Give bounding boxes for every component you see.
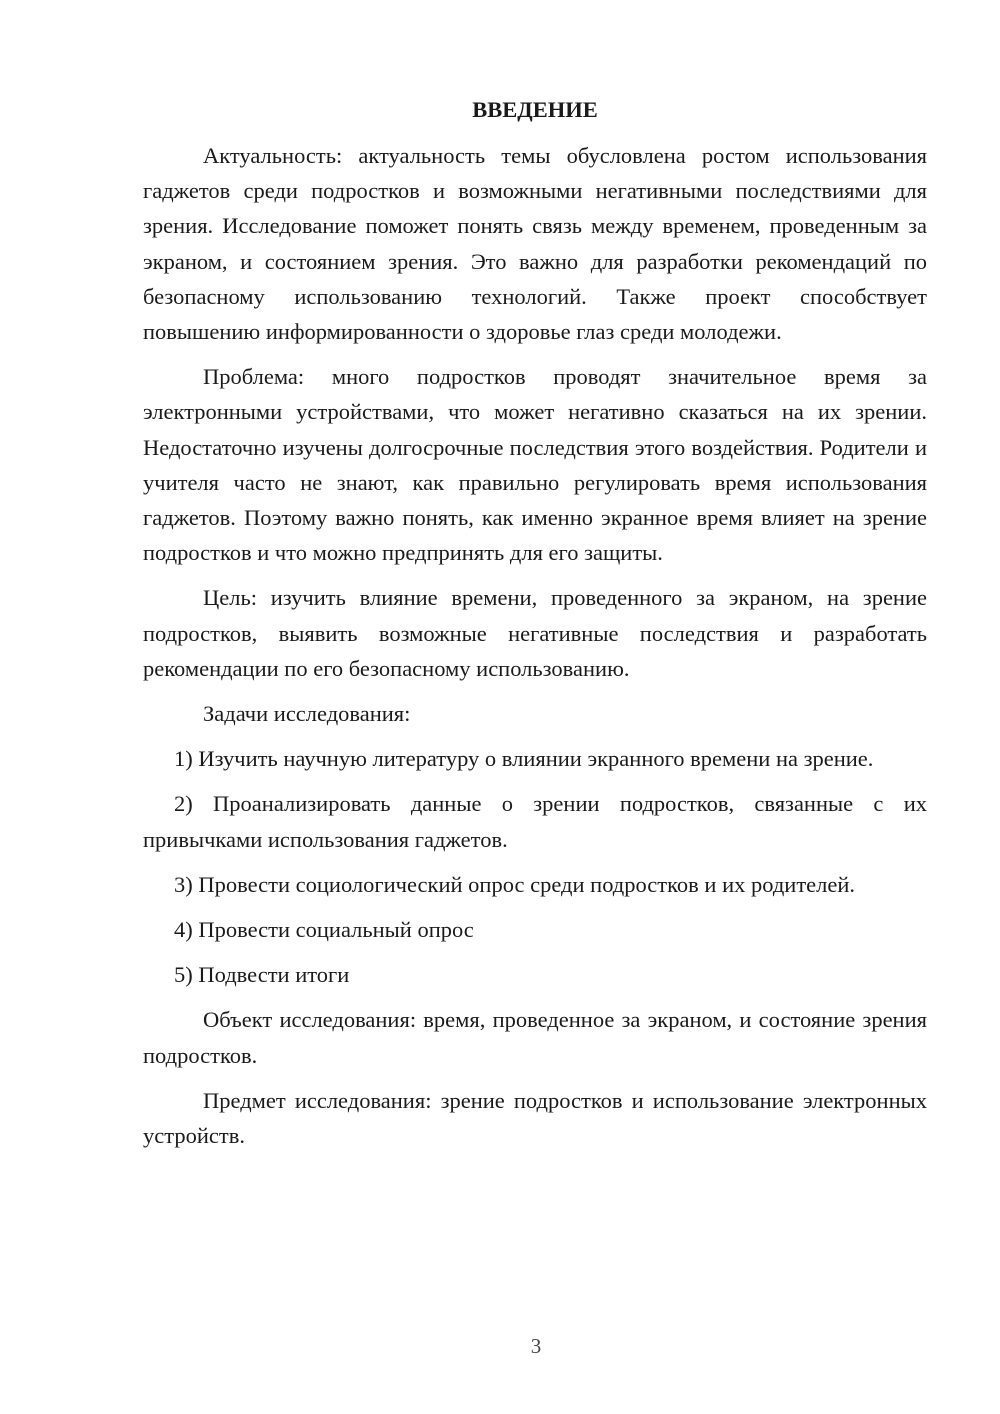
task-item-4: 4) Провести социальный опрос — [174, 917, 474, 943]
task-item-3: 3) Провести социологический опрос среди подростков и их родителей. — [174, 871, 856, 897]
paragraph-subject: Предмет исследования: зрение подростков и использование электронных устройств. — [143, 1087, 927, 1149]
paragraph-problem: Проблема: много подростков проводят значительное время за электронными устройствами, что может негативно сказаться на их зрении. Недостаточно изучены долгосрочные последствия этого воздействия. Родители и учителя часто не знают, как правильно регулировать время использования гаджетов. Поэтому важно понять, как именно экранное время влияет на зрение подростков и что можно предпринять для его защиты. — [143, 364, 927, 566]
paragraph-goal: Цель: изучить влияние времени, проведенного за экраном, на зрение подростков, выявить возможные негативные последствия и разработать рекомендации по его безопасному использованию. — [143, 585, 927, 681]
task-item-1: 1) Изучить научную литературу о влиянии экранного времени на зрение. — [174, 746, 874, 772]
document-page — [143, 92, 927, 1163]
section-title: ВВЕДЕНИЕ — [472, 97, 598, 122]
task-item-5: 5) Подвести итоги — [174, 962, 350, 988]
page-number: 3 — [530, 1334, 542, 1358]
tasks-heading: Задачи исследования: — [203, 701, 411, 727]
task-item-2: 2) Проанализировать данные о зрении подростков, связанные с их привычками использования гаджетов. — [143, 791, 927, 852]
paragraph-relevance: Актуальность: актуальность темы обусловлена ростом использования гаджетов среди подростков и возможными негативными последствиями для зрения. Исследование поможет понять связь между временем, проведенным за экраном, и состоянием зрения. Это важно для разработки рекомендаций по безопасному использованию технологий. Также проект способствует повышению информированности о здоровье глаз среди молодежи. — [143, 143, 927, 345]
paragraph-object: Объект исследования: время, проведенное за экраном, и состояние зрения подростков. — [143, 1007, 927, 1068]
